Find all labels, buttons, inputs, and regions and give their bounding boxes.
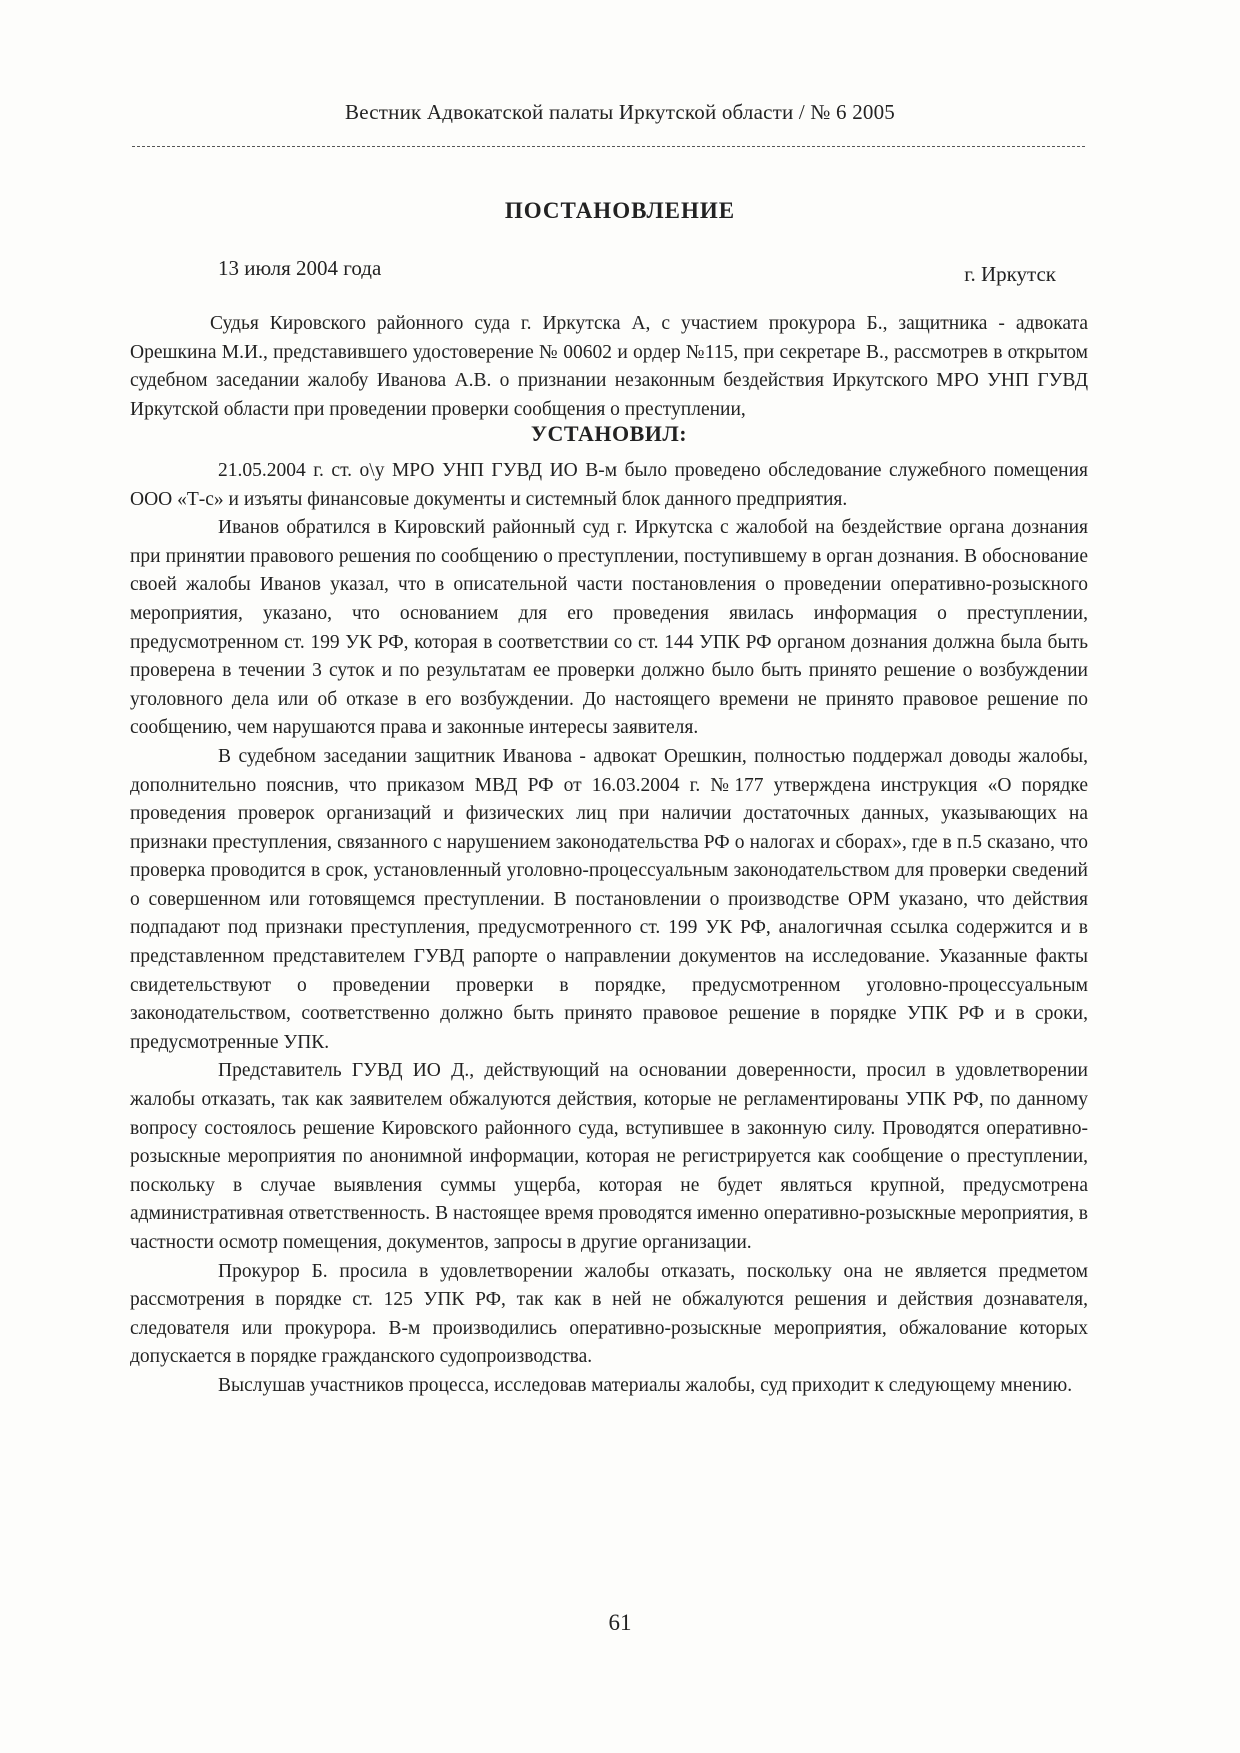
header-divider — [132, 146, 1085, 147]
intro-paragraph: Судья Кировского районного суда г. Иркутска А, с участием прокурора Б., защитника - адвоката Орешкина М.И., представившего удостоверение № 00602 и ордер №115, при секретаре В., рассмотрев в открытом судебном заседании жалобу Иванова А.В. о признании незаконным бездействия Иркутского МРО УНП ГУВД Иркутской области при проведении проверки сообщения о преступлении, — [130, 313, 1088, 420]
section-heading: УСТАНОВИЛ: — [530, 421, 688, 447]
body-paragraph: 21.05.2004 г. ст. о\у МРО УНП ГУВД ИО В-м было проведено обследование служебного помещения ООО «Т-с» и изъяты финансовые документы и системный блок данного предприятия. — [130, 459, 1088, 510]
page-number: 61 — [608, 1610, 632, 1635]
running-header: Вестник Адвокатской палаты Иркутской области / № 6 2005 — [345, 100, 895, 124]
body-paragraph: В судебном заседании защитник Иванова - адвокат Орешкин, полностью поддержал доводы жалобы, дополнительно пояснив, что приказом МВД РФ от 16.03.2004 г. №177 утверждена инструкция «О порядке проведения проверок организаций и физических лиц при наличии достаточных данных, указывающих на признаки преступления, связанного с нарушением законодательства РФ о налогах и сборах», где в п.5 сказано, что проверка проводится в срок, установленный уголовно-процессуальным законодательством для проверки сведений о совершенном или готовящемся преступлении. В постановлении о производстве ОРМ указано, что действия подпадают под признаки преступления, предусмотренного ст. 199 УК РФ, аналогичная ссылка содержится и в представленном представителем ГУВД рапорте о направлении документов на исследование. Указанные факты свидетельствуют о проведении проверки в порядке, предусмотренном уголовно-процессуальным законодательством, соответственно должно быть принято правовое решение в порядке УПК РФ и в сроки, предусмотренные УПК. — [130, 745, 1088, 1053]
body-paragraph: Выслушав участников процесса, исследовав материалы жалобы, суд приходит к следующему мнению. — [218, 1374, 1073, 1396]
body-paragraph: Представитель ГУВД ИО Д., действующий на основании доверенности, просил в удовлетворении жалобы отказать, так как заявителем обжалуются действия, которые не регламентированы УПК РФ, по данному вопросу состоялось решение Кировского районного суда, вступившее в законную силу. Проводятся оперативно-розыскные мероприятия по анонимной информации, которая не регистрируется как сообщение о преступлении, поскольку в случае выявления суммы ущерба, которая не будет являться крупной, предусмотрена административная ответственность. В настоящее время проводятся именно оперативно-розыскные мероприятия, в частности осмотр помещения, документов, запросы в другие организации. — [130, 1060, 1088, 1253]
document-city: г. Иркутск — [964, 262, 1056, 286]
body-paragraph: Прокурор Б. просила в удовлетворении жалобы отказать, поскольку она не является предметом рассмотрения в порядке ст. 125 УПК РФ, так как в ней не обжалуются решения и действия дознавателя, следователя или прокурора. В-м производились оперативно-розыскные мероприятия, обжалование которых допускается в порядке гражданского судопроизводства. — [130, 1260, 1088, 1368]
body-paragraph: Иванов обратился в Кировский районный суд г. Иркутска с жалобой на бездействие органа дознания при принятии правового решения по сообщению о преступлении, поступившему в орган дознания. В обоснование своей жалобы Иванов указал, что в описательной части постановления о проведении оперативно-розыскного мероприятия, указано, что основанием для его проведения явилась информация о преступлении, предусмотренном ст. 199 УК РФ, которая в соответствии со ст. 144 УПК РФ органом дознания должна была быть проверена в течении 3 суток и по результатам ее проверки должно было быть принято решение о возбуждении уголовного дела или об отказе в его возбуждении. До настоящего времени не принято правовое решение по сообщению, чем нарушаются права и законные интересы заявителя. — [130, 517, 1088, 739]
document-body — [130, 310, 1088, 1401]
document-title: ПОСТАНОВЛЕНИЕ — [504, 198, 736, 223]
document-date: 13 июля 2004 года — [218, 256, 382, 280]
